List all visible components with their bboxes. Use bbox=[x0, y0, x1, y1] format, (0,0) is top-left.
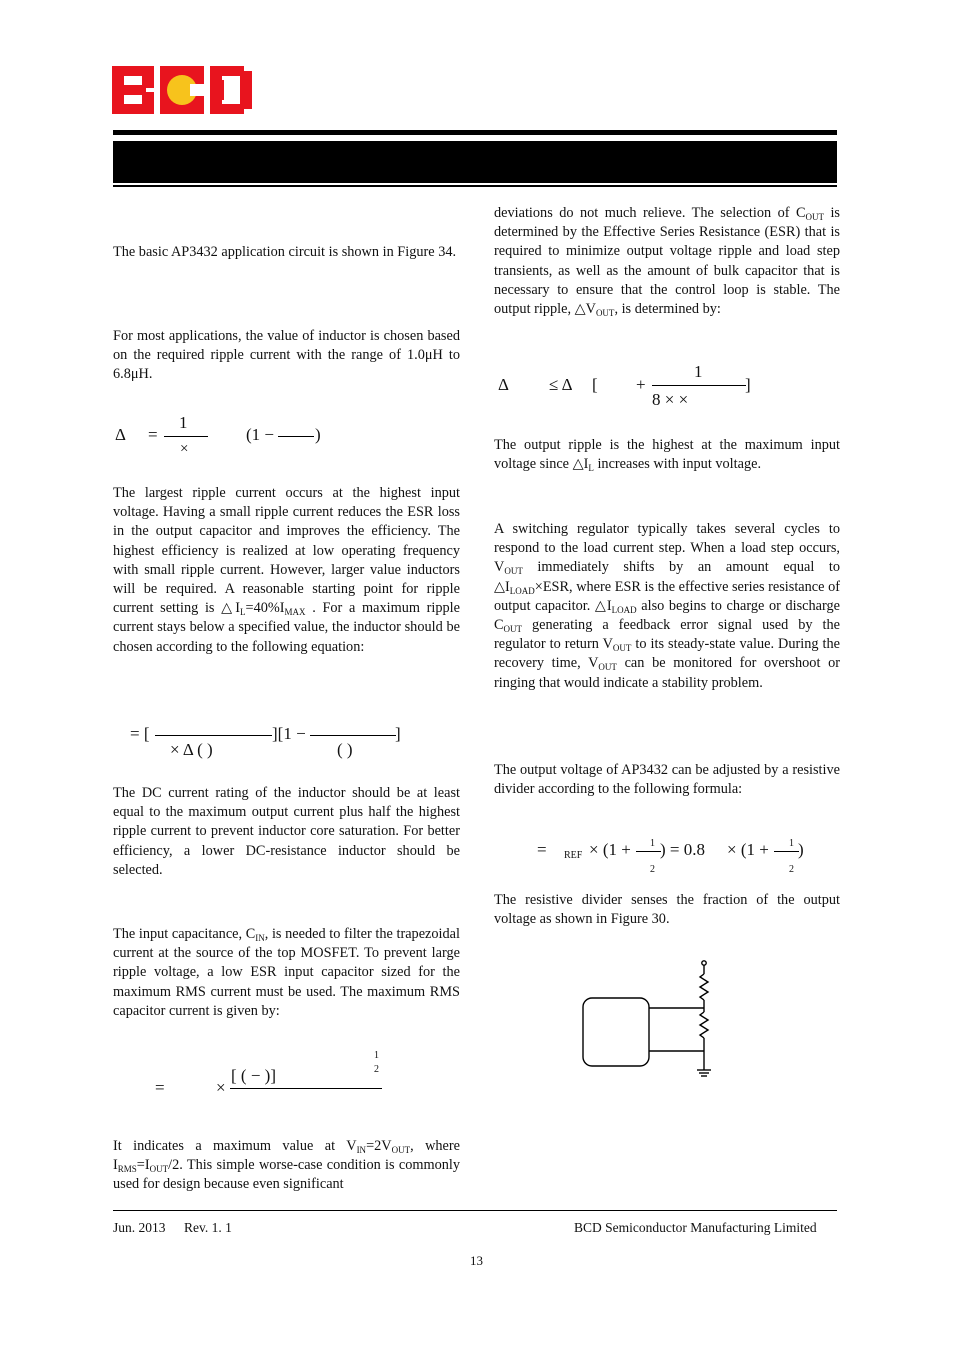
footer-date: Jun. 2013 bbox=[113, 1220, 166, 1235]
paragraph-application-circuit: The basic AP3432 application circuit is shown in Figure 34. bbox=[113, 244, 457, 260]
paragraph-resistive-divider: The resistive divider senses the fraction of the output voltage as shown in Figure 30. bbox=[494, 892, 840, 928]
paragraph-dc-current-rating: The DC current rating of the inductor should be at least equal to the maximum output current plus half the highest ripple current to prevent inductor core saturation. For better efficiency, a lower DC-resistance inductor should be selected. bbox=[113, 785, 460, 878]
bcd-logo bbox=[112, 66, 254, 114]
footer-revision: Rev. 1. 1 bbox=[184, 1220, 232, 1235]
paragraph-load-step: A switching regulator typically takes several cycles to respond to the load current step. When a load step occurs, $V_{OUT}$ immediately shifts by an amount equal to $\triangle I_{LOAD}\times ESR$, where ESR is the effective series resistance of output capacitor. $\triangle I_{LOAD}$ also begins to charge or discharge $C_{OUT}$ generating a feedback error signal used by the regulator to return $V_{OUT}$ to its steady-state value. During the recovery time, $V_{OUT}$ can be monitored for overshoot or ringing that would indicate a stability problem. bbox=[494, 521, 841, 691]
paragraph-cout-selection: deviations do not much relieve. The selection of $C_{OUT}$ is determined by the Effective Series Resistance (ESR) that is required to minimize output voltage ripple and load step transients, as well as the amount of bulk capacitor that is necessary to ensure that the control loop is stable. The output ripple, $\triangle V_{OUT}$, is determined by: bbox=[494, 205, 840, 319]
header-rule-thin bbox=[113, 185, 837, 187]
paragraph-inductor-range: For most applications, the value of inductor is chosen based on the required ripple current with the range of 1.0μH to 6.8μH. bbox=[113, 328, 460, 383]
footer-rule bbox=[113, 1210, 837, 1211]
footer-company: BCD Semiconductor Manufacturing Limited bbox=[574, 1220, 817, 1235]
paragraph-output-ripple-highest: The output ripple is the highest at the maximum input voltage since $\triangle I_L$ increases with input voltage. bbox=[494, 437, 840, 474]
paragraph-largest-ripple: The largest ripple current occurs at the highest input voltage. Having a small ripple current reduces the ESR loss in the output capacitor and improves the efficiency. The highest efficiency is realized at low operating frequency with small ripple current. However, larger value inductors will be required. A reasonable starting point for ripple current setting is $\triangle I_L=40\%I_{MAX}$ . For a maximum ripple current stays below a specified value, the inductor should be chosen according to the following equation: bbox=[113, 485, 460, 655]
paragraph-max-value: It indicates a maximum value at $V_{IN}=2V_{OUT}$, where $I_{RMS}=I_{OUT}/2$. This simple worse-case condition is commonly used for design because even significant bbox=[113, 1138, 460, 1193]
paragraph-output-voltage: The output voltage of AP3432 can be adjusted by a resistive divider according to the following formula: bbox=[494, 762, 840, 798]
header-rule bbox=[113, 130, 837, 135]
page-number: 13 bbox=[470, 1253, 483, 1268]
paragraph-input-capacitance: The input capacitance, $C_{IN}$, is needed to filter the trapezoidal current at the source of the top MOSFET. To prevent large ripple voltage, a low ESR input capacitor sized for the maximum RMS current must be used. The maximum RMS capacitor current is given by: bbox=[113, 926, 460, 1019]
resistive-divider-schematic bbox=[576, 956, 718, 1080]
header-title-bar bbox=[113, 141, 837, 183]
